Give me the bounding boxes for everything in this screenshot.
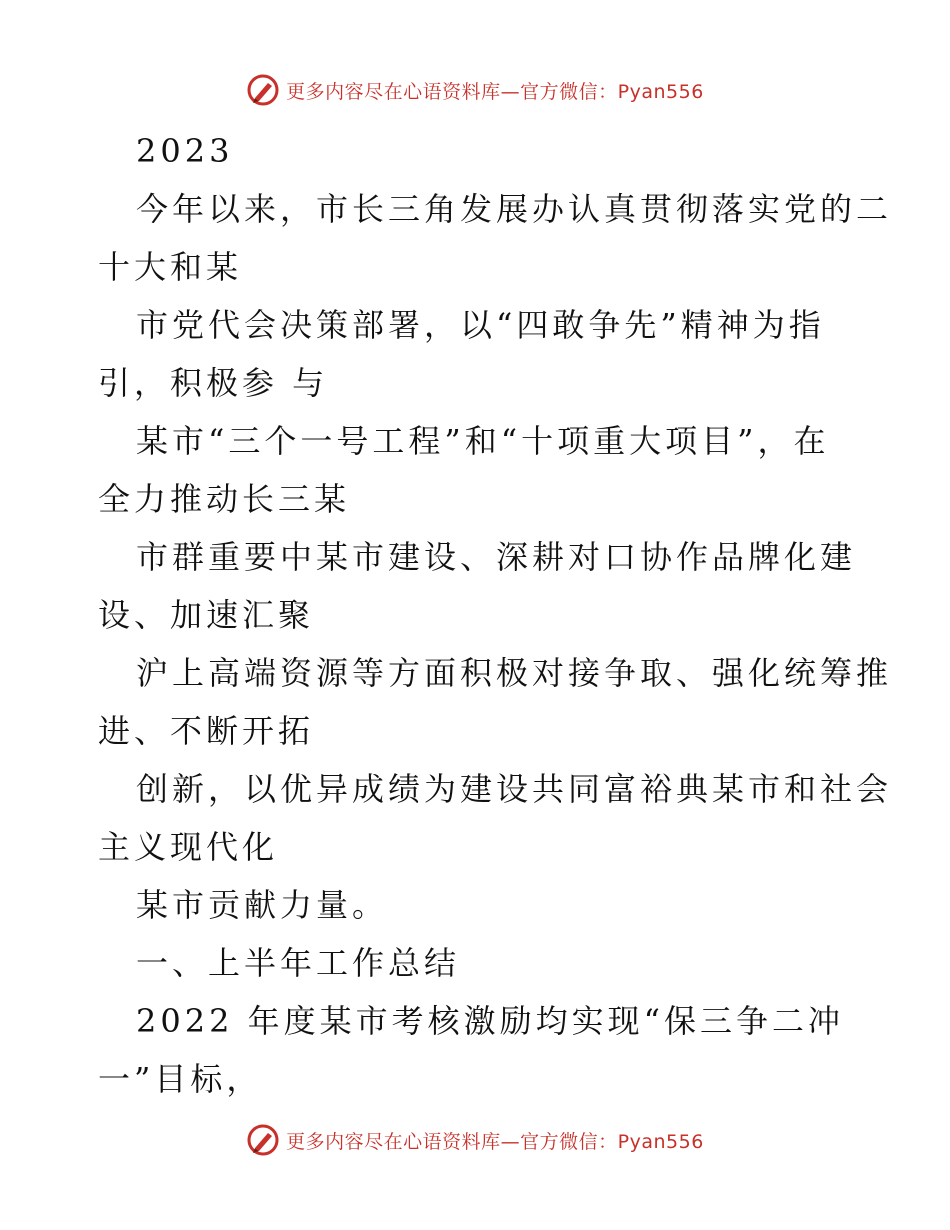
doc-line: 今年以来，市长三角发展办认真贯彻落实党的二	[136, 190, 893, 228]
doc-line: 引，积极参 与	[98, 364, 329, 402]
doc-line: 2023	[136, 132, 234, 170]
doc-line: 市党代会决策部署，以“四敢争先”精神为指	[136, 306, 825, 344]
doc-line: 设、加速汇聚	[98, 596, 315, 634]
footer-watermark	[0, 1120, 950, 1160]
doc-line: 一”目标，	[98, 1060, 263, 1098]
doc-line: 十大和某	[98, 248, 243, 286]
doc-line: 2022 年度某市考核激励均实现“保三争二冲	[136, 1002, 844, 1040]
doc-line: 某市贡献力量。	[136, 886, 389, 924]
pen-logo-icon	[246, 73, 280, 107]
doc-line: 创新，以优异成绩为建设共同富裕典某市和社会	[136, 770, 893, 808]
pen-logo-icon	[246, 1123, 280, 1157]
doc-line: 进、不断开拓	[98, 712, 315, 750]
doc-line: 主义现代化	[98, 828, 279, 866]
doc-line: 全力推动长三某	[98, 480, 351, 518]
doc-line: 沪上高端资源等方面积极对接争取、强化统筹推	[136, 654, 893, 692]
watermark-text: 更多内容尽在心语资料库—官方微信：Pyan556	[286, 80, 704, 103]
watermark-text: 更多内容尽在心语资料库—官方微信：Pyan556	[286, 1130, 704, 1153]
doc-line: 某市“三个一号工程”和“十项重大项目”，在	[136, 422, 830, 460]
section-heading: 一、上半年工作总结	[136, 944, 461, 982]
doc-line: 市群重要中某市建设、深耕对口协作品牌化建	[136, 538, 857, 576]
header-watermark	[0, 70, 950, 110]
